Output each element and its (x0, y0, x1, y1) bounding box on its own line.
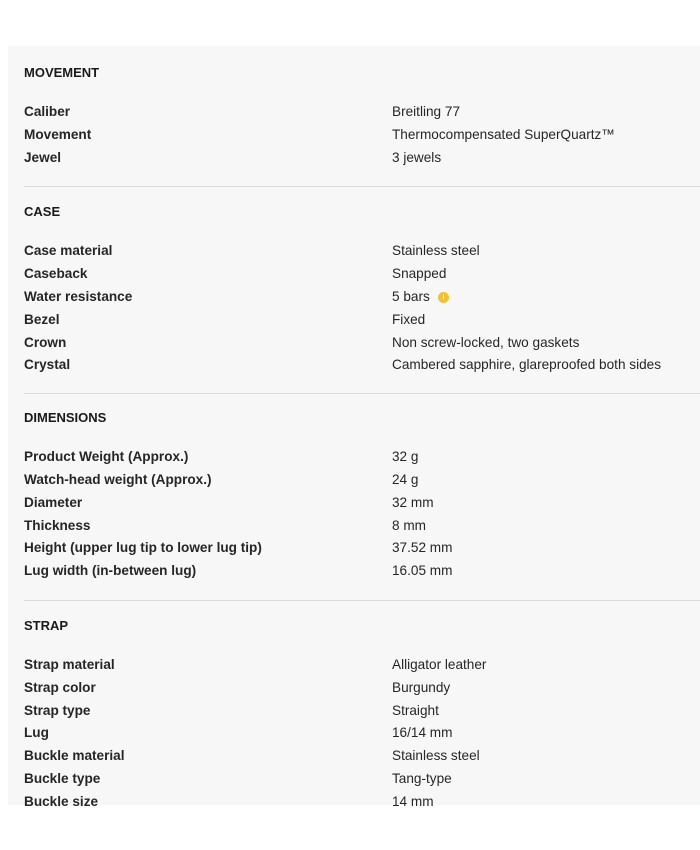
spec-row (24, 492, 700, 515)
spec-value: Thermocompensated SuperQuartz™ (392, 126, 615, 142)
spec-row (24, 332, 700, 355)
spec-label: Watch-head weight (Approx.) (24, 471, 212, 487)
spec-label: Jewel (24, 149, 62, 165)
spec-value: 16/14 mm (392, 725, 453, 741)
spec-label: Product Weight (Approx.) (24, 449, 189, 465)
spec-label: Water resistance (24, 288, 133, 304)
spec-label: Height (upper lug tip to lower lug tip) (24, 540, 262, 556)
spec-value: Straight (392, 702, 439, 718)
spec-label: Case material (24, 243, 113, 259)
spec-value: Burgundy (392, 679, 451, 695)
spec-value: 8 mm (392, 517, 426, 533)
spec-label: Strap color (24, 679, 96, 695)
section-title: CASE (24, 204, 61, 220)
spec-value-with-icon (392, 286, 449, 309)
spec-row (24, 791, 700, 814)
section-movement (24, 46, 700, 186)
spec-label: Strap material (24, 656, 115, 672)
section-case (24, 186, 700, 393)
spec-label: Strap type (24, 702, 91, 718)
spec-row (24, 469, 700, 492)
spec-row (24, 560, 700, 583)
spec-value: 24 g (392, 471, 419, 487)
spec-row (24, 537, 700, 560)
spec-row (24, 722, 700, 745)
section-title: STRAP (24, 617, 69, 633)
spec-value: Stainless steel (392, 748, 480, 764)
spec-value: 37.52 mm (392, 540, 453, 556)
spec-value: 32 g (392, 449, 419, 465)
spec-value: Alligator leather (392, 656, 487, 672)
spec-row (24, 147, 700, 170)
info-icon[interactable] (438, 292, 449, 303)
spec-row (24, 240, 700, 263)
spec-value: Non screw-locked, two gaskets (392, 334, 580, 350)
section-dimensions (24, 393, 700, 600)
spec-label: Movement (24, 126, 92, 142)
spec-row (24, 745, 700, 768)
spec-row (24, 446, 700, 469)
spec-row (24, 286, 700, 309)
spec-row (24, 124, 700, 147)
spec-label: Bezel (24, 311, 60, 327)
spec-value: 14 mm (392, 793, 434, 809)
spec-row (24, 309, 700, 332)
section-title: DIMENSIONS (24, 410, 107, 426)
spec-row (24, 515, 700, 538)
spec-value: 5 bars (392, 288, 430, 304)
section-title: MOVEMENT (24, 65, 100, 80)
spec-value: Tang-type (392, 770, 452, 786)
spec-label: Buckle type (24, 770, 101, 786)
spec-label: Lug (24, 725, 49, 741)
spec-value: Fixed (392, 311, 426, 327)
spec-row (24, 654, 700, 677)
spec-label: Caliber (24, 104, 71, 119)
spec-value: Breitling 77 (392, 104, 461, 119)
spec-label: Lug width (in-between lug) (24, 563, 197, 579)
spec-label: Crown (24, 334, 67, 350)
spec-label: Crystal (24, 357, 71, 373)
spec-label: Buckle size (24, 793, 99, 809)
spec-row (24, 263, 700, 286)
spec-value: Snapped (392, 266, 447, 282)
section-strap (24, 600, 700, 814)
spec-row (24, 354, 700, 377)
spec-row (24, 768, 700, 791)
spec-label: Diameter (24, 494, 83, 510)
spec-label: Thickness (24, 517, 91, 533)
spec-value: Stainless steel (392, 243, 480, 259)
spec-row (24, 677, 700, 700)
specifications-panel (8, 46, 700, 809)
spec-value: 32 mm (392, 494, 434, 510)
spec-value: Cambered sapphire, glareproofed both sides (392, 357, 662, 373)
spec-value: 3 jewels (392, 149, 442, 165)
spec-label: Buckle material (24, 748, 125, 764)
spec-row (24, 101, 700, 124)
spec-row (24, 700, 700, 723)
spec-label: Caseback (24, 266, 88, 282)
spec-value: 16.05 mm (392, 563, 453, 579)
